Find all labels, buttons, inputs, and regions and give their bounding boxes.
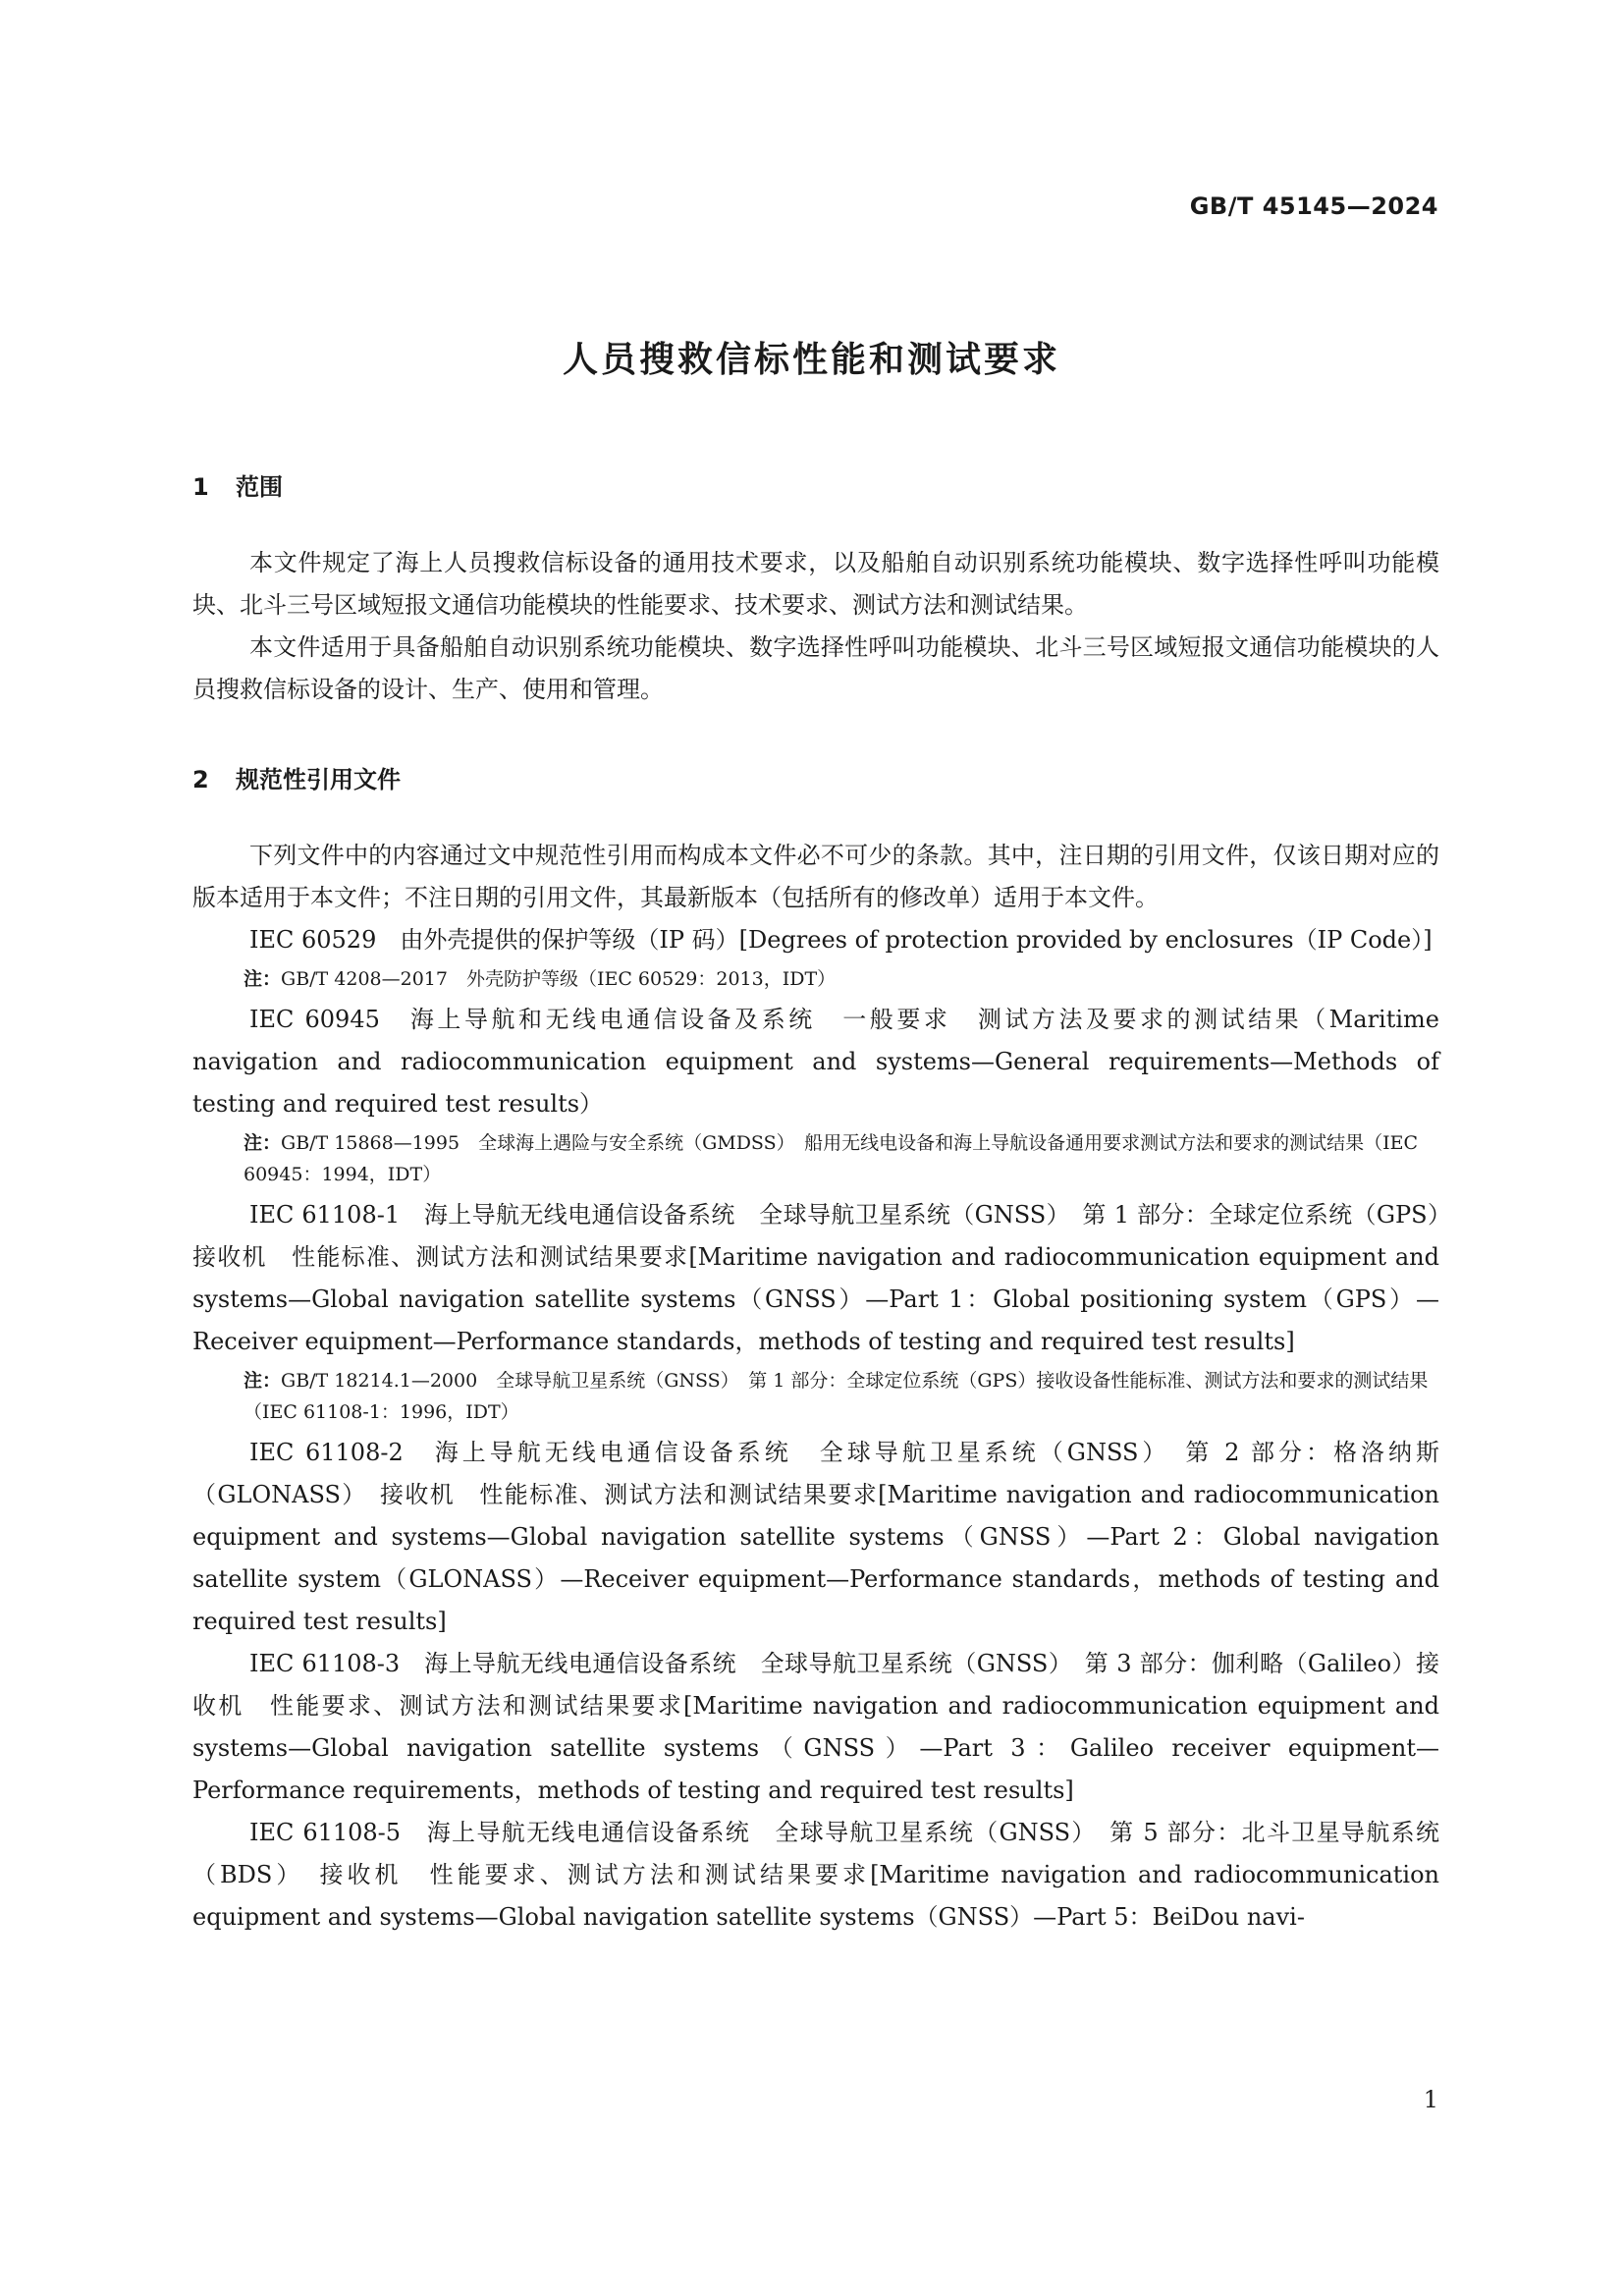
note-text: GB/T 4208—2017 外壳防护等级（IEC 60529：2013，IDT）: [281, 968, 837, 990]
section-2-heading: [192, 760, 401, 794]
reference-iec-60529: IEC 60529 由外壳提供的保护等级（IP 码）[Degrees of protection provided by enclosures（IP Code）]: [249, 926, 1433, 954]
note-text: GB/T 15868—1995 全球海上遇险与安全系统（GMDSS） 船用无线电设备和海上导航设备通用要求测试方法和要求的测试结果（IEC 60945：1994，IDT）: [243, 1132, 1419, 1185]
section-number: 2: [192, 766, 209, 793]
note-label: 注：: [243, 1370, 282, 1392]
reference-iec-61108-5: IEC 61108-5 海上导航无线电通信设备系统 全球导航卫星系统（GNSS） 第 5 部分：北斗卫星导航系统（BDS） 接收机 性能要求、测试方法和测试结果要求[Maritime navigation and radiocommunication equipment and systems—Global navigation satellite systems（GNSS）—Part 5：BeiDou navi-: [192, 1819, 1439, 1931]
section-intro: 下列文件中的内容通过文中规范性引用而构成本文件必不可少的条款。其中，注日期的引用文件，仅该日期对应的版本适用于本文件；不注日期的引用文件，其最新版本（包括所有的修改单）适用于本文件。: [192, 842, 1439, 911]
note-text: GB/T 18214.1—2000 全球导航卫星系统（GNSS） 第 1 部分：全球定位系统（GPS）接收设备性能标准、测试方法和要求的测试结果（IEC 61108-1：1996，IDT）: [243, 1370, 1429, 1423]
paragraph: 本文件规定了海上人员搜救信标设备的通用技术要求，以及船舶自动识别系统功能模块、数字选择性呼叫功能模块、北斗三号区域短报文通信功能模块的性能要求、技术要求、测试方法和测试结果。: [192, 549, 1439, 619]
section-title: 规范性引用文件: [236, 766, 401, 793]
standard-code: GB/T 45145—2024: [1189, 192, 1438, 220]
paragraph: 本文件适用于具备船舶自动识别系统功能模块、数字选择性呼叫功能模块、北斗三号区域短报文通信功能模块的人员搜救信标设备的设计、生产、使用和管理。: [192, 633, 1439, 703]
reference-note: [192, 1127, 1439, 1190]
section-1-heading: [192, 467, 283, 502]
reference-note: [192, 963, 1439, 995]
reference-iec-61108-1: IEC 61108-1 海上导航无线电通信设备系统 全球导航卫星系统（GNSS） 第 1 部分：全球定位系统（GPS） 接收机 性能标准、测试方法和测试结果要求[Maritime navigation and radiocommunication equipment and systems—Global navigation satellite systems（GNSS）—Part 1：Global positioning system（GPS）—Receiver equipment—Performance standards，methods of testing and required test results]: [192, 1201, 1463, 1355]
section-2-body: [192, 835, 1463, 1939]
reference-iec-61108-3: IEC 61108-3 海上导航无线电通信设备系统 全球导航卫星系统（GNSS） 第 3 部分：伽利略（Galileo）接收机 性能要求、测试方法和测试结果要求[Maritime navigation and radiocommunication equipment and systems—Global navigation satellite systems（GNSS）—Part 3：Galileo receiver equipment—Performance requirements，methods of testing and required test results]: [192, 1650, 1439, 1804]
document-title: 人员搜救信标性能和测试要求: [562, 340, 1060, 380]
note-label: 注：: [243, 968, 282, 990]
section-title: 范围: [236, 473, 283, 501]
reference-iec-60945: IEC 60945 海上导航和无线电通信设备及系统 一般要求 测试方法及要求的测试结果（Maritime navigation and radiocommunication equipment and systems—General requirements—Methods of testing and required test results）: [192, 1006, 1439, 1118]
note-label: 注：: [243, 1132, 282, 1154]
section-number: 1: [192, 473, 209, 501]
reference-iec-61108-2: IEC 61108-2 海上导航无线电通信设备系统 全球导航卫星系统（GNSS） 第 2 部分：格洛纳斯（GLONASS） 接收机 性能标准、测试方法和测试结果要求[Maritime navigation and radiocommunication equipment and systems—Global navigation satellite systems（GNSS）—Part 2：Global navigation satellite system（GLONASS）—Receiver equipment—Performance standards，methods of testing and required test results]: [192, 1439, 1439, 1635]
section-1-body: [192, 542, 1439, 711]
reference-note: [192, 1365, 1439, 1428]
page-number: 1: [1423, 2086, 1438, 2113]
